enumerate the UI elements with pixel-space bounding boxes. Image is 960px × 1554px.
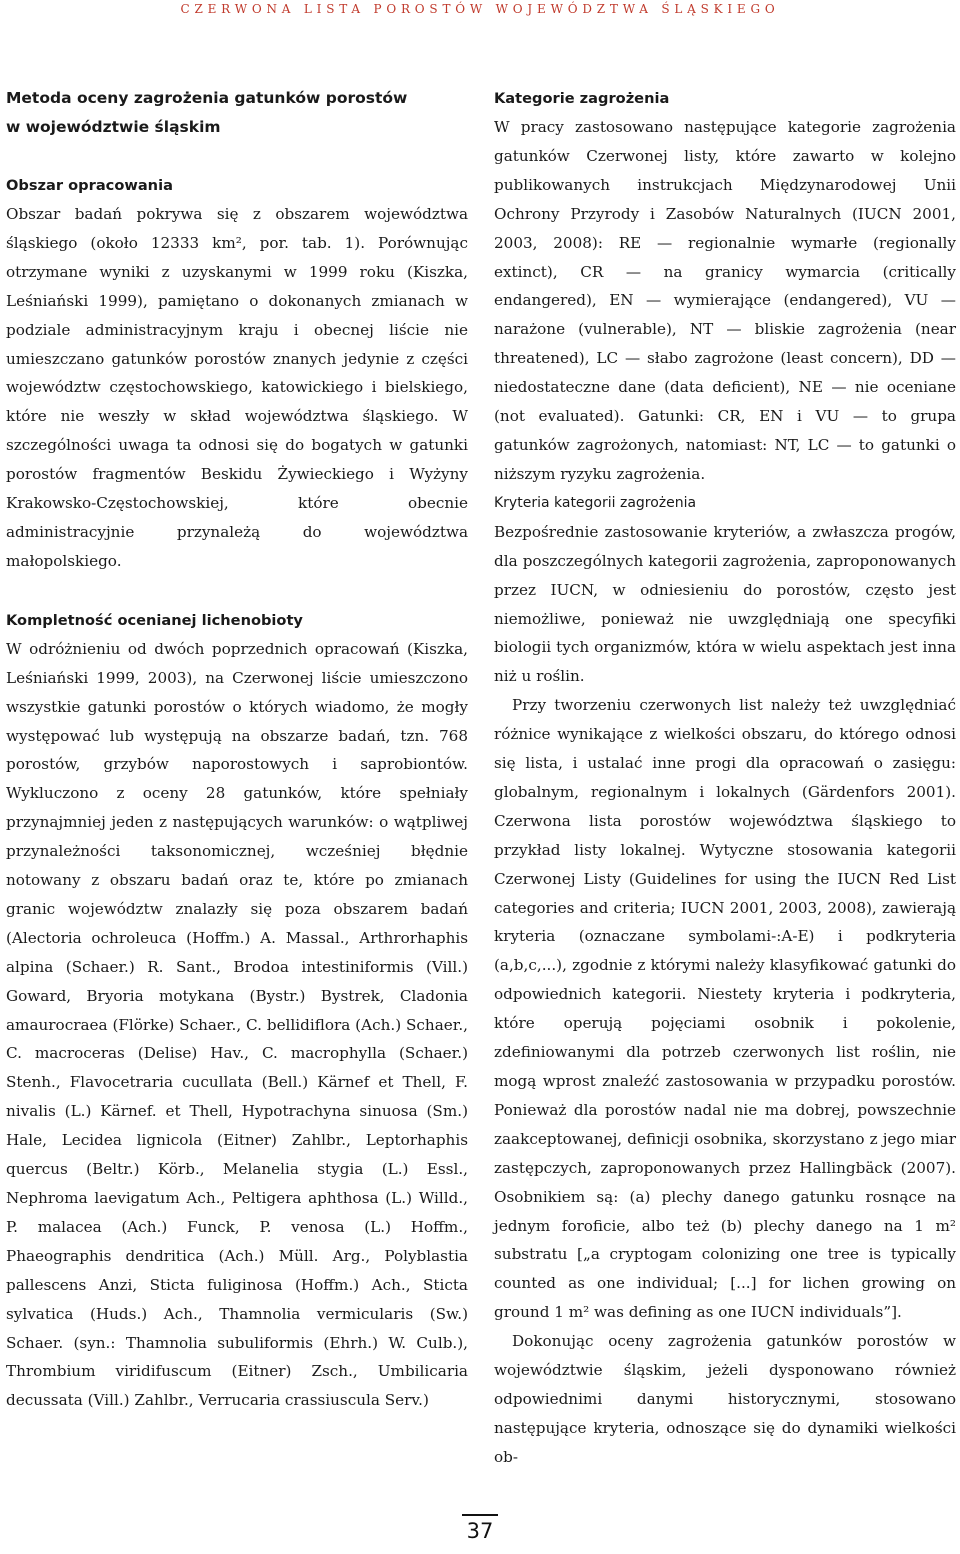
paragraph-threat-categories: W pracy zastosowano następujące kategorie zagrożenia gatunków Czerwonej listy, które zawarto w kolejno publikowanych instrukcjach Międzynarodowej Unii Ochrony Przyrody i Zasobów Naturalnych (IUCN 2001, 2003, 2008): RE — regionalnie wymarłe (regionally extinct), CR — na granicy wymarcia (critically endangered), EN — wymierające (endangered), VU — narażone (vulnerable), NT — bliskie zagrożenia (near threatened), LC — słabo zagrożone (least concern), DD — niedostateczne dane (data deficient), NE — nie oceniane (not evaluated). Gatunki: CR, EN i VU — to grupa gatunków zagrożonych, natomiast: NT, LC — to gatunki o niższym ryzyku zagrożenia.	[494, 118, 956, 483]
article-title-line-2: w województwie śląskim	[6, 118, 221, 136]
paragraph-criteria-2: Przy tworzeniu czerwonych list należy też uwzględniać różnice wynikające z wielkości obszaru, do którego odnosi się lista, i ustalać inne progi dla opracowań o zasięgu: globalnym, regionalnym i lokalnych (Gärdenfors 2001). Czerwona lista porostów województwa śląskiego to przykład listy lokalnej. Wytyczne stosowania kategorii Czerwonej Listy (Guidelines for using the IUCN Red List categories and criteria; IUCN 2001, 2003, 2008), zawierają kryteria (oznaczane symbolami-:A-E) i podkryteria (a,b,c,...), zgodnie z którymi należy klasyfikować gatunki do odpowiednich kategorii. Niestety kryteria i podkryteria, które operują pojęciami osobnik i pokolenie, zdefiniowanymi dla potrzeb czerwonych list roślin, nie mogą wprost znaleźć zastosowania w przypadku porostów. Ponieważ dla porostów nadal nie ma dobrej, powszechnie zaakceptowanej, definicji osobnika, skorzystano z jego miar zastępczych, zaproponowanych przez Hallingbäck (2007). Osobnikiem są: (a) plechy danego gatunku rosnące na jednym foroficie, albo też (b) plechy danego na 1 m² substratu [„a cryptogam colonizing one tree is typically counted as one individual; [...] for lichen growing on ground 1 m² was defining as one IUCN individuals”].	[494, 696, 956, 1322]
page-footer	[0, 1486, 960, 1554]
article-title-line-1: Metoda oceny zagrożenia gatunków porostów	[6, 89, 408, 107]
right-column	[494, 84, 956, 1472]
page-number-rule	[462, 1514, 498, 1516]
left-column	[6, 84, 468, 1415]
running-header: CZERWONA LISTA POROSTÓW WOJEWÓDZTWA ŚLĄSKIEGO	[180, 2, 780, 16]
section-heading-threat-categories: Kategorie zagrożenia	[494, 90, 670, 107]
page-number: 37	[466, 1519, 494, 1543]
section-heading-study-area: Obszar opracowania	[6, 177, 173, 194]
section-heading-completeness: Kompletność ocenianej lichenobioty	[6, 611, 303, 629]
paragraph-criteria-3: Dokonując oceny zagrożenia gatunków porostów w województwie śląskim, jeżeli dysponowano również odpowiednimi danymi historycznymi, stosowano następujące kryteria, odnoszące się do dynamiki wielkości ob-	[494, 1332, 956, 1466]
subsection-heading-criteria: Kryteria kategorii zagrożenia	[494, 494, 697, 511]
article-title	[6, 84, 468, 142]
paragraph-completeness: W odróżnieniu od dwóch poprzednich opracowań (Kiszka, Leśniański 1999, 2003), na Czerwonej liście umieszczono wszystkie gatunki porostów o których wiadomo, że mogły występować lub występują na obszarze badań, tzn. 768 porostów, grzybów naporostowych i saprobiontów. Wykluczono z oceny 28 gatunków, które spełniały przynajmniej jeden z następujących warunków: o wątpliwej przynależności taksonomicznej, wcześniej błędnie notowany z obszaru badań oraz te, które po zmianach granic województw znalazły się poza obszarem badań (Alectoria ochroleuca (Hoffm.) A. Massal., Arthrorhaphis alpina (Schaer.) R. Sant., Brodoa intestiniformis (Vill.) Goward, Bryoria motykana (Bystr.) Bystrek, Cladonia amaurocraea (Flörke) Schaer., C. bellidiflora (Ach.) Schaer., C. macroceras (Delise) Hav., C. macrophylla (Schaer.) Stenh., Flavocetraria cucullata (Bell.) Kärnef et Thell, F. nivalis (L.) Kärnef. et Thell, Hypotrachyna sinuosa (Sm.) Hale, Lecidea lignicola (Eitner) Zahlbr., Leptorhaphis quercus (Beltr.) Körb., Melanelia stygia (L.) Essl., Nephroma laevigatum Ach., Peltigera aphthosa (L.) Willd., P. malacea (Ach.) Funck, P. venosa (L.) Hoffm., Phaeographis dendritica (Ach.) Müll. Arg., Polyblastia pallescens Anzi, Sticta fuliginosa (Hoffm.) Ach., Sticta sylvatica (Huds.) Ach., Thamnolia vermicularis (Sw.) Schaer. (syn.: Thamnolia subuliformis (Ehrh.) W. Culb.), Thrombium viridifuscum (Eitner) Zsch., Umbilicaria decussata (Vill.) Zahlbr., Verrucaria crassiuscula Serv.)	[6, 639, 468, 1410]
paragraph-study-area: Obszar badań pokrywa się z obszarem województwa śląskiego (około 12333 km², por. tab. 1). Porównując otrzymane wyniki z uzyskanymi w 1999 roku (Kiszka, Leśniański 1999), pamiętano o dokonanych zmianach w podziale administracyjnym kraju i obecnej liście nie umieszczano gatunków porostów znanych jedynie z części województw częstochowskiego, katowickiego i bielskiego, które nie weszły w skład województwa śląskiego. W szczególności uwaga ta odnosi się do bogatych w gatunki porostów fragmentów Beskidu Żywieckiego i Wyżyny Krakowsko-Częstochowskiej, które obecnie administracyjnie przynależą do województwa małopolskiego.	[6, 205, 468, 570]
section-spacer	[6, 576, 468, 606]
paragraph-criteria-1: Bezpośrednie zastosowanie kryteriów, a zwłaszcza progów, dla poszczególnych kategorii zagrożenia, zaproponowanych przez IUCN, w odniesieniu do porostów, często jest niemożliwe, ponieważ nie uwzględniają one specyfiki biologii tych organizmów, która w wielu aspektach jest inna niż u roślin.	[494, 522, 956, 686]
